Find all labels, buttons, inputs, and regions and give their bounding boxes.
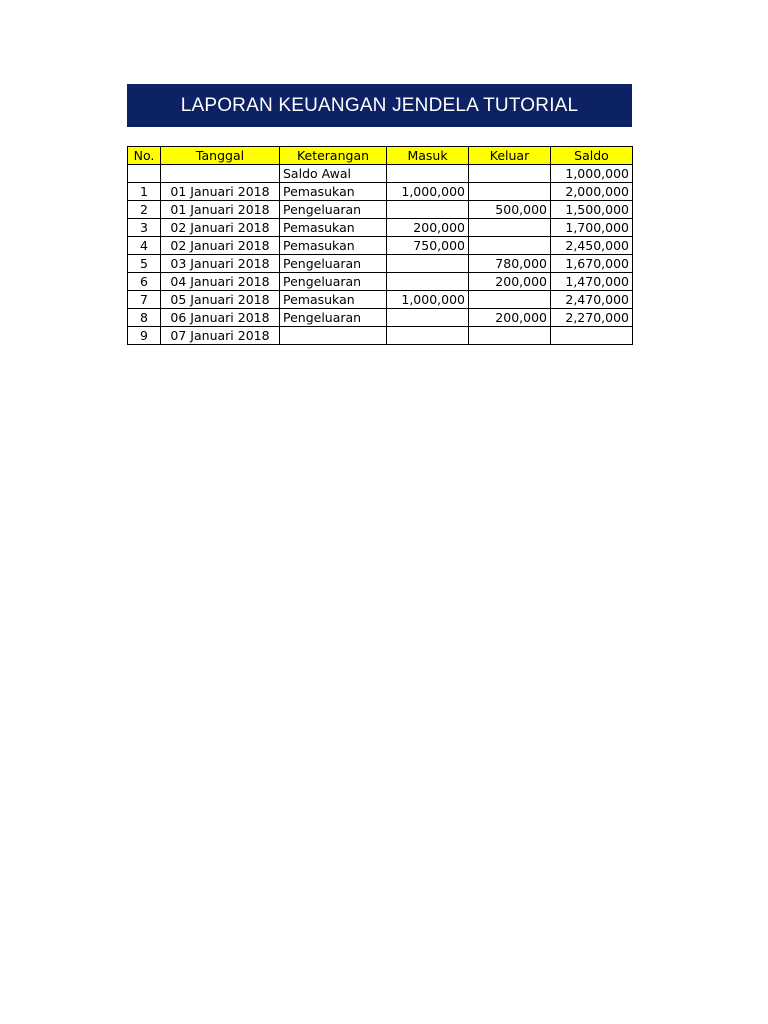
- cell-saldo: 2,470,000: [551, 291, 633, 309]
- header-tanggal: Tanggal: [161, 147, 280, 165]
- header-saldo: Saldo: [551, 147, 633, 165]
- table-row: [128, 291, 633, 309]
- cell-tanggal: 02 Januari 2018: [161, 237, 280, 255]
- cell-no: 8: [128, 309, 161, 327]
- cell-keluar: [469, 183, 551, 201]
- cell-keterangan: Saldo Awal: [280, 165, 387, 183]
- finance-table: [127, 146, 633, 345]
- cell-tanggal: 07 Januari 2018: [161, 327, 280, 345]
- table-row: [128, 183, 633, 201]
- cell-keterangan: Pemasukan: [280, 237, 387, 255]
- cell-keluar: [469, 291, 551, 309]
- cell-no: 6: [128, 273, 161, 291]
- cell-saldo: 2,450,000: [551, 237, 633, 255]
- cell-no: 5: [128, 255, 161, 273]
- cell-tanggal: 06 Januari 2018: [161, 309, 280, 327]
- cell-keterangan: Pengeluaran: [280, 255, 387, 273]
- cell-saldo: 1,000,000: [551, 165, 633, 183]
- header-masuk: Masuk: [387, 147, 469, 165]
- table-row: [128, 201, 633, 219]
- cell-saldo: 1,670,000: [551, 255, 633, 273]
- table-row: [128, 237, 633, 255]
- table-header-row: [128, 147, 633, 165]
- cell-saldo: 2,270,000: [551, 309, 633, 327]
- cell-keluar: 500,000: [469, 201, 551, 219]
- cell-masuk: [387, 165, 469, 183]
- cell-masuk: 200,000: [387, 219, 469, 237]
- report-title: LAPORAN KEUANGAN JENDELA TUTORIAL: [127, 84, 632, 127]
- cell-keluar: [469, 165, 551, 183]
- cell-keluar: [469, 237, 551, 255]
- cell-saldo: 1,470,000: [551, 273, 633, 291]
- table-row: [128, 219, 633, 237]
- cell-masuk: [387, 309, 469, 327]
- table-row: [128, 255, 633, 273]
- cell-keterangan: Pemasukan: [280, 183, 387, 201]
- cell-no: 2: [128, 201, 161, 219]
- cell-masuk: [387, 273, 469, 291]
- cell-keterangan: Pemasukan: [280, 219, 387, 237]
- table-row: [128, 273, 633, 291]
- cell-saldo: 1,700,000: [551, 219, 633, 237]
- cell-tanggal: 03 Januari 2018: [161, 255, 280, 273]
- cell-no: 3: [128, 219, 161, 237]
- cell-saldo: 2,000,000: [551, 183, 633, 201]
- cell-tanggal: 04 Januari 2018: [161, 273, 280, 291]
- header-keterangan: Keterangan: [280, 147, 387, 165]
- cell-keluar: 200,000: [469, 309, 551, 327]
- cell-no: 9: [128, 327, 161, 345]
- header-keluar: Keluar: [469, 147, 551, 165]
- cell-masuk: [387, 327, 469, 345]
- header-no: No.: [128, 147, 161, 165]
- cell-no: 7: [128, 291, 161, 309]
- cell-keluar: 200,000: [469, 273, 551, 291]
- table-row: [128, 165, 633, 183]
- cell-tanggal: 01 Januari 2018: [161, 183, 280, 201]
- cell-tanggal: 01 Januari 2018: [161, 201, 280, 219]
- cell-masuk: 1,000,000: [387, 183, 469, 201]
- table-row: [128, 327, 633, 345]
- cell-keluar: [469, 219, 551, 237]
- cell-tanggal: 05 Januari 2018: [161, 291, 280, 309]
- cell-keluar: [469, 327, 551, 345]
- cell-no: 1: [128, 183, 161, 201]
- cell-keluar: 780,000: [469, 255, 551, 273]
- cell-keterangan: Pengeluaran: [280, 273, 387, 291]
- cell-no: 4: [128, 237, 161, 255]
- cell-tanggal: 02 Januari 2018: [161, 219, 280, 237]
- cell-keterangan: Pengeluaran: [280, 309, 387, 327]
- cell-masuk: [387, 255, 469, 273]
- cell-no: [128, 165, 161, 183]
- cell-tanggal: [161, 165, 280, 183]
- cell-masuk: 1,000,000: [387, 291, 469, 309]
- cell-keterangan: Pengeluaran: [280, 201, 387, 219]
- table-row: [128, 309, 633, 327]
- cell-saldo: [551, 327, 633, 345]
- cell-masuk: [387, 201, 469, 219]
- cell-masuk: 750,000: [387, 237, 469, 255]
- cell-saldo: 1,500,000: [551, 201, 633, 219]
- cell-keterangan: [280, 327, 387, 345]
- cell-keterangan: Pemasukan: [280, 291, 387, 309]
